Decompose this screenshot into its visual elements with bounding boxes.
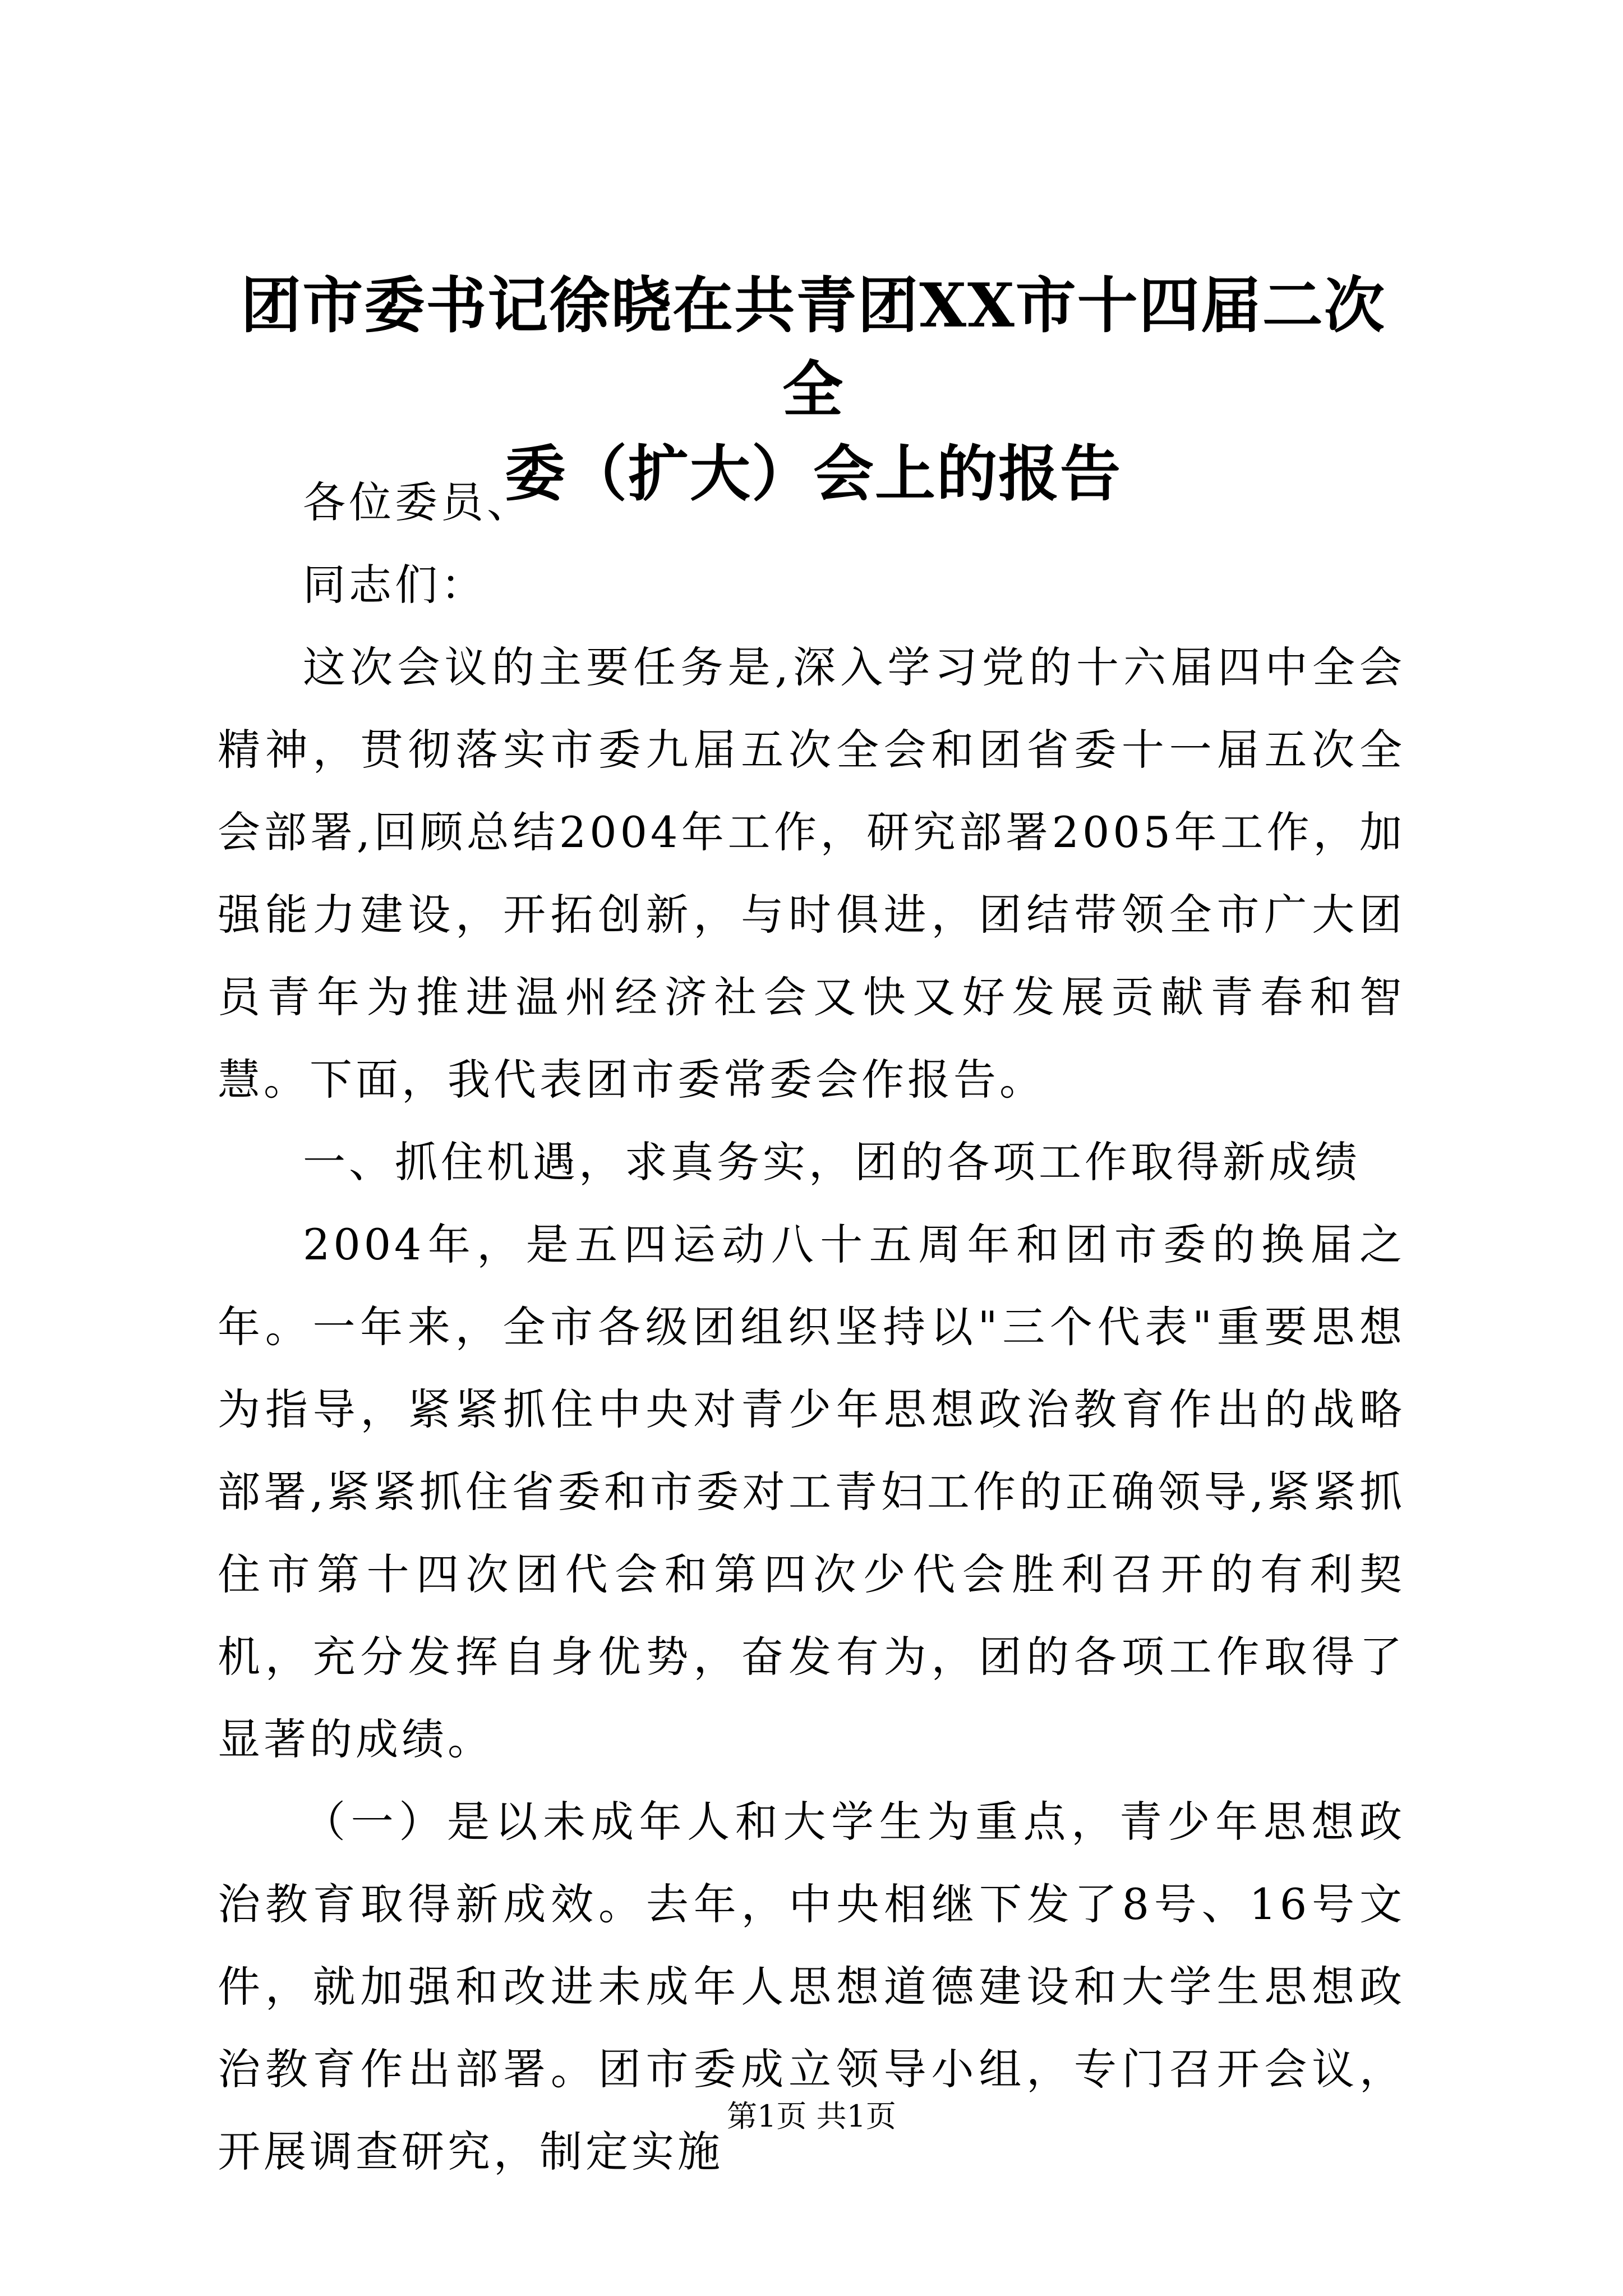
paragraph-intro: 这次会议的主要任务是,深入学习党的十六届四中全会精神，贯彻落实市委九届五次全会和团省委十一届五次全会部署,回顾总结2004年工作，研究部署2005年工作，加强能力建设，开拓创新，与时俱进，团结带领全市广大团员青年为推进温州经济社会又快又好发展贡献青春和智慧。下面，我代表团市委常委会作报告。 xyxy=(218,642,1405,1105)
salutation-members: 各位委员、 xyxy=(303,477,533,527)
paragraph-2004-review: 2004年，是五四运动八十五周年和团市委的换届之年。一年来，全市各级团组织坚持以"三个代表"重要思想为指导，紧紧抓住中央对青少年思想政治教育作出的战略部署,紧紧抓住省委和市委对工青妇工作的正确领导,紧紧抓住市第十四次团代会和第四次少代会胜利召开的有利契机，充分发挥自身优势，奋发有为，团的各项工作取得了显著的成绩。 xyxy=(218,1220,1405,1764)
salutation-comrades: 同志们： xyxy=(303,560,487,610)
title-line-2: 委（扩大）会上的报告 xyxy=(504,439,1122,509)
page-footer: 第1页 共1页 xyxy=(727,2099,896,2134)
document-body xyxy=(218,461,1405,2193)
section-heading-1: 一、抓住机遇，求真务实，团的各项工作取得新成绩 xyxy=(303,1137,1361,1187)
paragraph-subsection-1: （一）是以未成年人和大学生为重点，青少年思想政治教育取得新成效。去年，中央相继下发了8号、16号文件，就加强和改进未成年人思想道德建设和大学生思想政治教育作出部署。团市委成立领导小组，专门召开会议，开展调查研究，制定实施 xyxy=(218,1797,1405,2177)
title-line-1: 团市委书记徐晓在共青团XX市十四届二次全 xyxy=(241,270,1386,425)
